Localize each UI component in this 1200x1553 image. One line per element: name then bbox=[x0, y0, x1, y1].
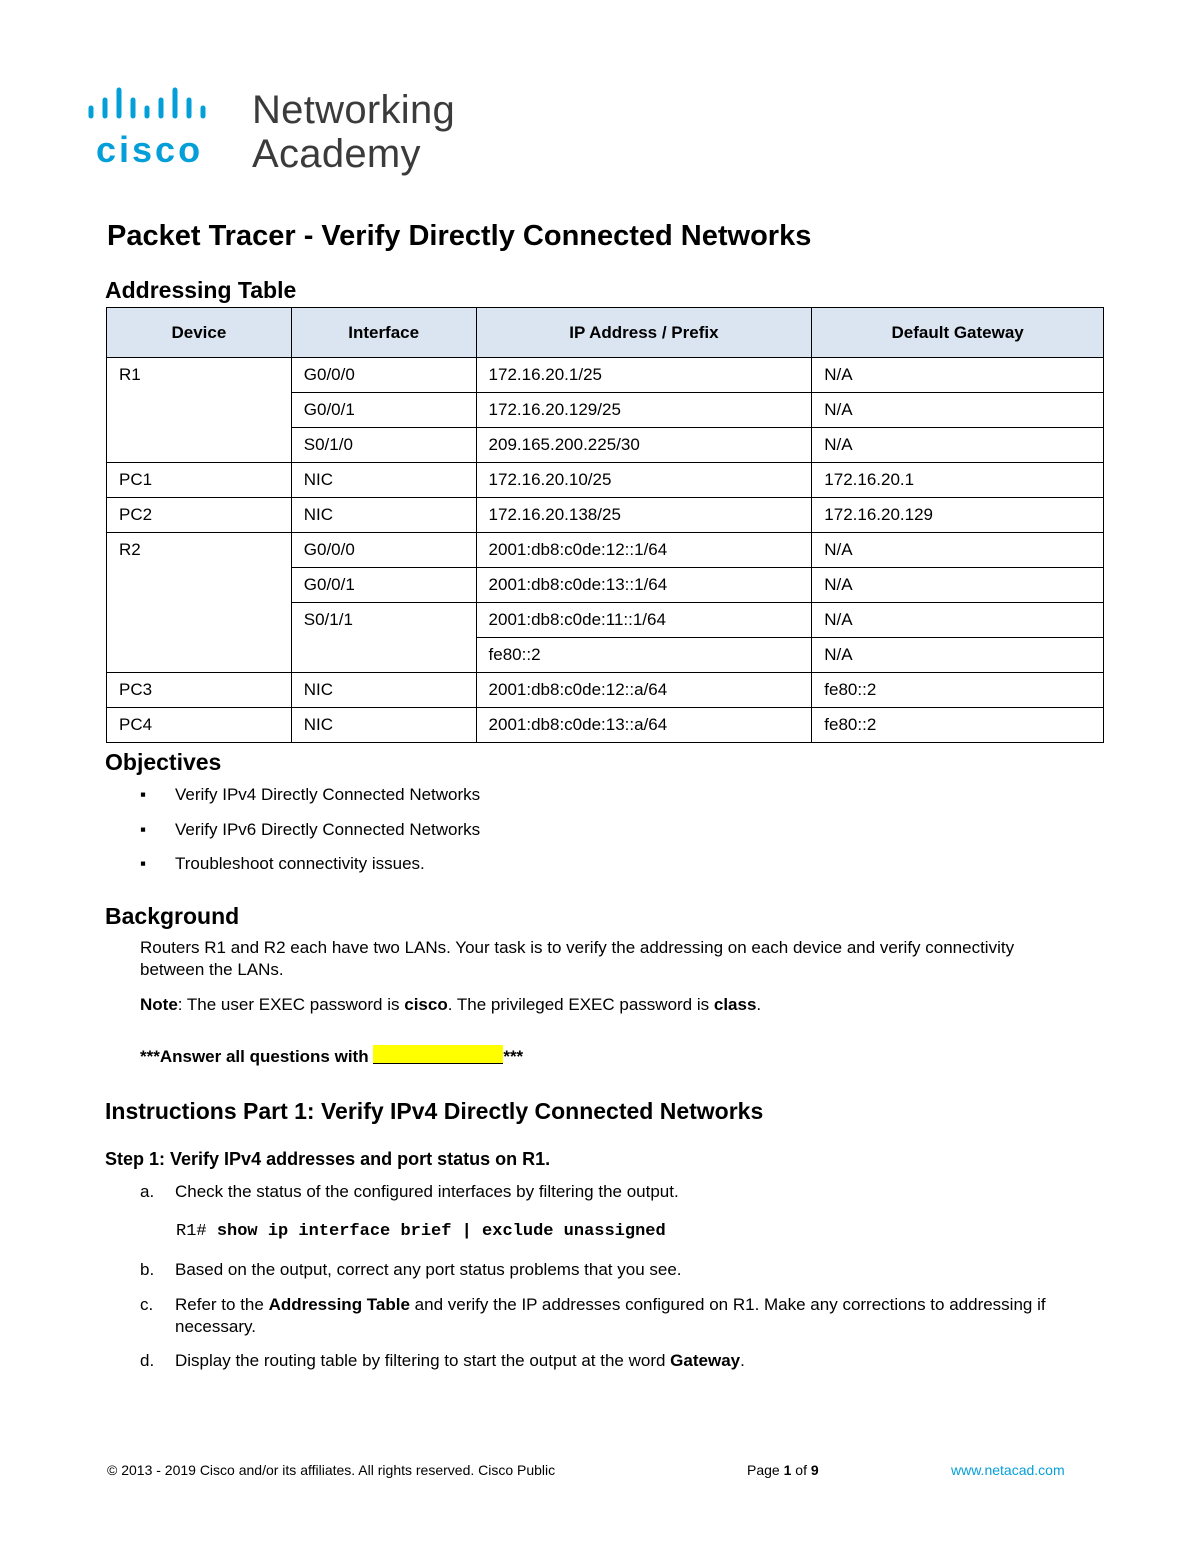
cell-device bbox=[107, 638, 292, 673]
cisco-bars-icon bbox=[86, 86, 236, 126]
cell-device: PC2 bbox=[107, 498, 292, 533]
highlight-blank bbox=[373, 1045, 503, 1064]
cisco-wordmark: cisco bbox=[96, 129, 204, 170]
page-pre: Page bbox=[747, 1462, 784, 1478]
table-row bbox=[107, 638, 1104, 673]
background-heading: Background bbox=[105, 903, 240, 929]
answer-pre: ***Answer all questions with bbox=[140, 1047, 374, 1066]
cell-device bbox=[107, 568, 292, 603]
table-row bbox=[107, 673, 1104, 708]
background-text: Routers R1 and R2 each have two LANs. Your task is to verify the addressing on each device and verify connectivity between the LANs. bbox=[140, 938, 1015, 979]
objective-text: Verify IPv6 Directly Connected Networks bbox=[175, 819, 481, 839]
cell-ip: 2001:db8:c0de:12::1/64 bbox=[476, 533, 812, 568]
objectives-list bbox=[140, 785, 480, 889]
list-item bbox=[140, 820, 480, 855]
logo-academy: Academy bbox=[252, 132, 421, 176]
d-bold: Gateway bbox=[670, 1351, 741, 1370]
header-gateway: Default Gateway bbox=[812, 308, 1104, 358]
d-end: . bbox=[740, 1351, 745, 1370]
page-num: 1 bbox=[783, 1462, 792, 1478]
priv-password: class bbox=[713, 995, 757, 1014]
user-password: cisco bbox=[404, 995, 448, 1014]
c-post: and verify the IP addresses configured on R1. Make any corrections to addressing if necessary. bbox=[175, 1295, 1046, 1336]
footer-page bbox=[747, 1462, 819, 1478]
bullet-icon: ▪ bbox=[140, 785, 147, 804]
cell-ip: 172.16.20.1/25 bbox=[476, 358, 812, 393]
table-row bbox=[107, 358, 1104, 393]
cell-interface: G0/0/0 bbox=[291, 358, 476, 393]
code-command bbox=[176, 1222, 666, 1241]
header-ip: IP Address / Prefix bbox=[476, 308, 812, 358]
table-row bbox=[107, 568, 1104, 603]
cell-ip: 2001:db8:c0de:11::1/64 bbox=[476, 603, 812, 638]
cell-gateway: N/A bbox=[812, 603, 1104, 638]
footer-copyright: © 2013 - 2019 Cisco and/or its affiliates. All rights reserved. Cisco Public bbox=[107, 1462, 556, 1478]
footer-url[interactable] bbox=[951, 1462, 1065, 1478]
answer-instruction bbox=[140, 1045, 523, 1068]
cell-device bbox=[107, 603, 292, 638]
cell-device: PC4 bbox=[107, 708, 292, 743]
note-label: Note bbox=[140, 995, 178, 1014]
cell-gateway: N/A bbox=[812, 393, 1104, 428]
step-label: a. bbox=[140, 1182, 155, 1201]
step-text: Based on the output, correct any port status problems that you see. bbox=[175, 1260, 682, 1279]
cell-gateway: 172.16.20.129 bbox=[812, 498, 1104, 533]
cell-ip: 2001:db8:c0de:13::a/64 bbox=[476, 708, 812, 743]
list-item bbox=[140, 854, 480, 889]
step-text bbox=[175, 1294, 1075, 1338]
step-label: d. bbox=[140, 1351, 155, 1370]
cell-interface bbox=[291, 638, 476, 673]
note-pre: : The user EXEC password is bbox=[177, 995, 405, 1014]
code-cmd: show ip interface brief | exclude unassigned bbox=[216, 1222, 666, 1241]
addressing-table bbox=[106, 307, 1104, 743]
header-device: Device bbox=[107, 308, 292, 358]
note-mid: . The privileged EXEC password is bbox=[447, 995, 714, 1014]
objective-text: Verify IPv4 Directly Connected Networks bbox=[175, 785, 481, 804]
cell-ip: 2001:db8:c0de:12::a/64 bbox=[476, 673, 812, 708]
step-text: Check the status of the configured interfaces by filtering the output. bbox=[175, 1182, 679, 1201]
table-header-row bbox=[107, 308, 1104, 358]
cell-interface: NIC bbox=[291, 708, 476, 743]
cell-gateway: N/A bbox=[812, 533, 1104, 568]
cell-ip: 172.16.20.129/25 bbox=[476, 393, 812, 428]
page-title: Packet Tracer - Verify Directly Connected Networks bbox=[107, 220, 812, 252]
objective-text: Troubleshoot connectivity issues. bbox=[175, 854, 425, 873]
bullet-icon: ▪ bbox=[140, 854, 147, 873]
cell-gateway: fe80::2 bbox=[812, 673, 1104, 708]
table-row bbox=[107, 708, 1104, 743]
answer-post: *** bbox=[503, 1047, 524, 1066]
netacad-link[interactable]: www.netacad.com bbox=[951, 1462, 1065, 1478]
objectives-heading: Objectives bbox=[105, 749, 222, 775]
cell-ip: 209.165.200.225/30 bbox=[476, 428, 812, 463]
table-row bbox=[107, 533, 1104, 568]
cell-interface: NIC bbox=[291, 463, 476, 498]
cell-interface: NIC bbox=[291, 498, 476, 533]
cisco-logo bbox=[86, 86, 466, 178]
step1-heading: Step 1: Verify IPv4 addresses and port status on R1. bbox=[105, 1149, 551, 1169]
part1-heading: Instructions Part 1: Verify IPv4 Directly Connected Networks bbox=[105, 1098, 764, 1124]
note-line bbox=[140, 994, 761, 1016]
cell-device bbox=[107, 428, 292, 463]
cell-device: R1 bbox=[107, 358, 292, 393]
cell-gateway: fe80::2 bbox=[812, 708, 1104, 743]
table-row bbox=[107, 498, 1104, 533]
cell-interface: G0/0/0 bbox=[291, 533, 476, 568]
cell-ip: 172.16.20.10/25 bbox=[476, 463, 812, 498]
logo-networking: Networking bbox=[252, 88, 456, 132]
step-text bbox=[175, 1350, 1075, 1372]
step-label: b. bbox=[140, 1260, 155, 1279]
cell-gateway: N/A bbox=[812, 358, 1104, 393]
c-bold: Addressing Table bbox=[268, 1295, 410, 1314]
cell-interface: NIC bbox=[291, 673, 476, 708]
header-interface: Interface bbox=[291, 308, 476, 358]
cell-device bbox=[107, 393, 292, 428]
cell-device: PC1 bbox=[107, 463, 292, 498]
cell-gateway: N/A bbox=[812, 638, 1104, 673]
cell-gateway: N/A bbox=[812, 568, 1104, 603]
addressing-heading: Addressing Table bbox=[105, 277, 297, 303]
cell-device: PC3 bbox=[107, 673, 292, 708]
table-row bbox=[107, 393, 1104, 428]
bullet-icon: ▪ bbox=[140, 819, 147, 839]
note-end: . bbox=[756, 995, 762, 1014]
code-prompt: R1# bbox=[176, 1222, 207, 1241]
cell-interface: G0/0/1 bbox=[291, 568, 476, 603]
page-mid: of bbox=[791, 1462, 811, 1478]
table-row bbox=[107, 603, 1104, 638]
table-row bbox=[107, 428, 1104, 463]
d-pre: Display the routing table by filtering to start the output at the word bbox=[175, 1351, 671, 1370]
cell-ip: 172.16.20.138/25 bbox=[476, 498, 812, 533]
step-label: c. bbox=[140, 1295, 154, 1314]
cell-interface: G0/0/1 bbox=[291, 393, 476, 428]
cell-device: R2 bbox=[107, 533, 292, 568]
cell-ip: 2001:db8:c0de:13::1/64 bbox=[476, 568, 812, 603]
cell-gateway: 172.16.20.1 bbox=[812, 463, 1104, 498]
cell-interface: S0/1/1 bbox=[291, 603, 476, 638]
list-item bbox=[140, 785, 480, 820]
cell-ip: fe80::2 bbox=[476, 638, 812, 673]
page-total: 9 bbox=[810, 1462, 819, 1478]
cell-gateway: N/A bbox=[812, 428, 1104, 463]
cell-interface: S0/1/0 bbox=[291, 428, 476, 463]
c-pre: Refer to the bbox=[175, 1295, 269, 1314]
table-row bbox=[107, 463, 1104, 498]
